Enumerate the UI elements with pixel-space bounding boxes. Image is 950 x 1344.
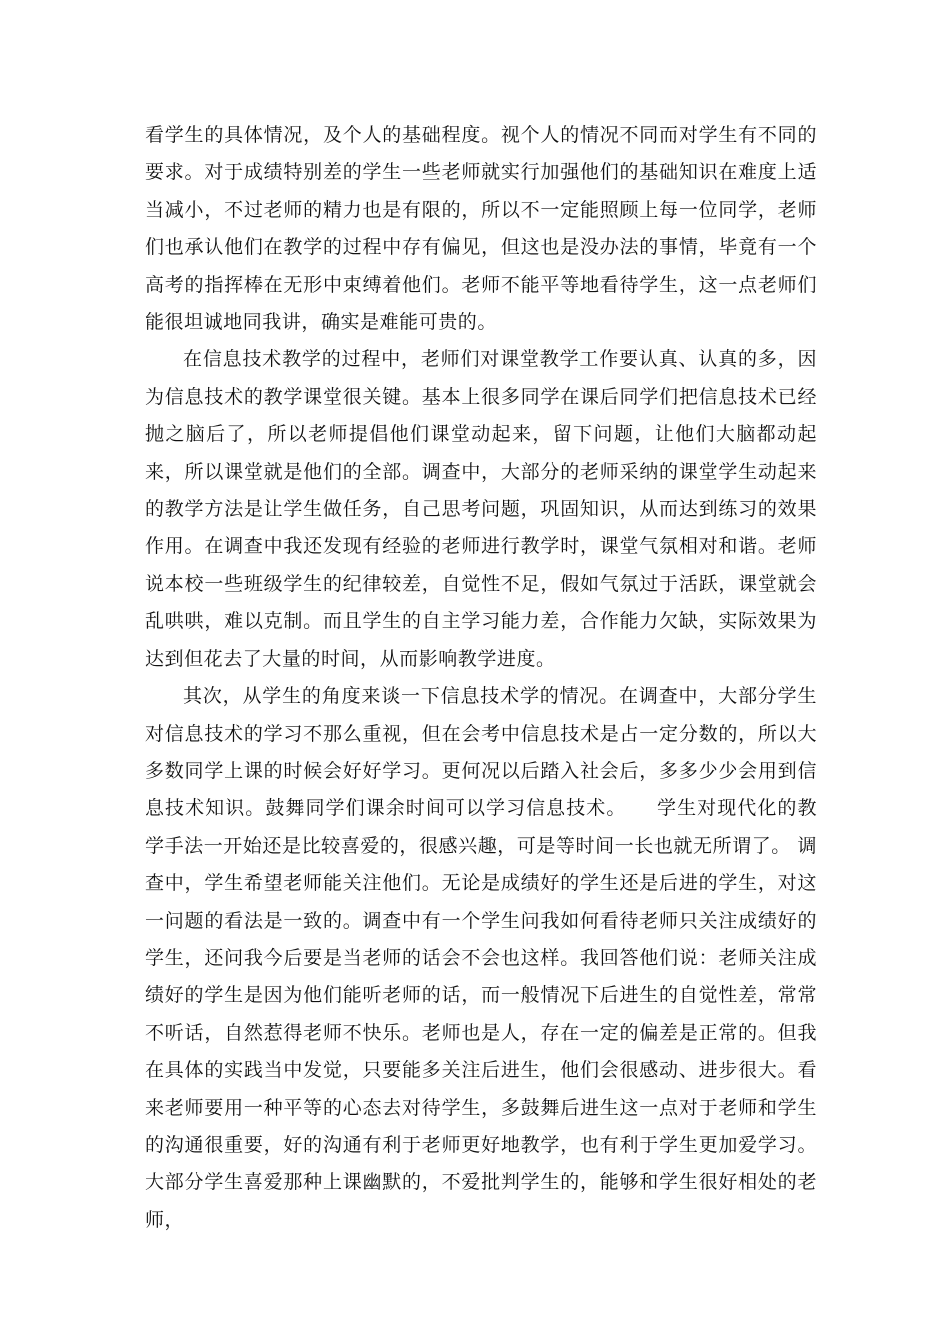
paragraph-classroom-teaching: 在信息技术教学的过程中，老师们对课堂教学工作要认真、认真的多，因为信息技术的教学课堂很关键。基本上很多同学在课后同学们把信息技术已经抛之脑后了，所以老师提倡他们课堂动起来，留下问题，让他们大脑都动起来，所以课堂就是他们的全部。调查中，大部分的老师采纳的课堂学生动起来的教学方法是让学生做任务，自己思考问题，巩固知识，从而达到练习的效果作用。在调查中我还发现有经验的老师进行教学时，课堂气氛相对和谐。老师说本校一些班级学生的纪律较差，自觉性不足，假如气氛过于活跃，课堂就会乱哄哄，难以克制。而且学生的自主学习能力差，合作能力欠缺，实际效果为达到但花去了大量的时间，从而影响教学进度。 — [145, 348, 817, 670]
document-page — [145, 117, 817, 1239]
paragraph-continued-teacher-attitude: 看学生的具体情况，及个人的基础程度。视个人的情况不同而对学生有不同的要求。对于成绩特别差的学生一些老师就实行加强他们的基础知识在难度上适当减小，不过老师的精力也是有限的，所以不一定能照顾上每一位同学，老师们也承认他们在教学的过程中存有偏见，但这也是没办法的事情，毕竟有一个高考的指挥棒在无形中束缚着他们。老师不能平等地看待学生，这一点老师们能很坦诚地同我讲，确实是难能可贵的。 — [145, 124, 817, 334]
paragraph-student-perspective: 其次，从学生的角度来谈一下信息技术学的情况。在调查中，大部分学生对信息技术的学习不那么重视，但在会考中信息技术是占一定分数的，所以大多数同学上课的时候会好好学习。更何况以后踏入社会后，多多少少会用到信息技术知识。鼓舞同学们课余时间可以学习信息技术。 学生对现代化的教学手法一开始还是比较喜爱的，很感兴趣，可是等时间一长也就无所谓了。 调查中，学生希望老师能关注他们。无论是成绩好的学生还是后进的学生，对这一问题的看法是一致的。调查中有一个学生问我如何看待老师只关注成绩好的学生，还问我今后要是当老师的话会不会也这样。我回答他们说：老师关注成绩好的学生是因为他们能听老师的话，而一般情况下后进生的自觉性差，常常不听话，自然惹得老师不快乐。老师也是人，存在一定的偏差是正常的。但我在具体的实践当中发觉，只要能多关注后进生，他们会很感动、进步很大。看来老师要用一种平等的心态去对待学生，多鼓舞后进生这一点对于老师和学生的沟通很重要，好的沟通有利于老师更好地教学，也有利于学生更加爱学习。大部分学生喜爱那种上课幽默的，不爱批判学生的，能够和学生很好相处的老师， — [145, 685, 817, 1231]
